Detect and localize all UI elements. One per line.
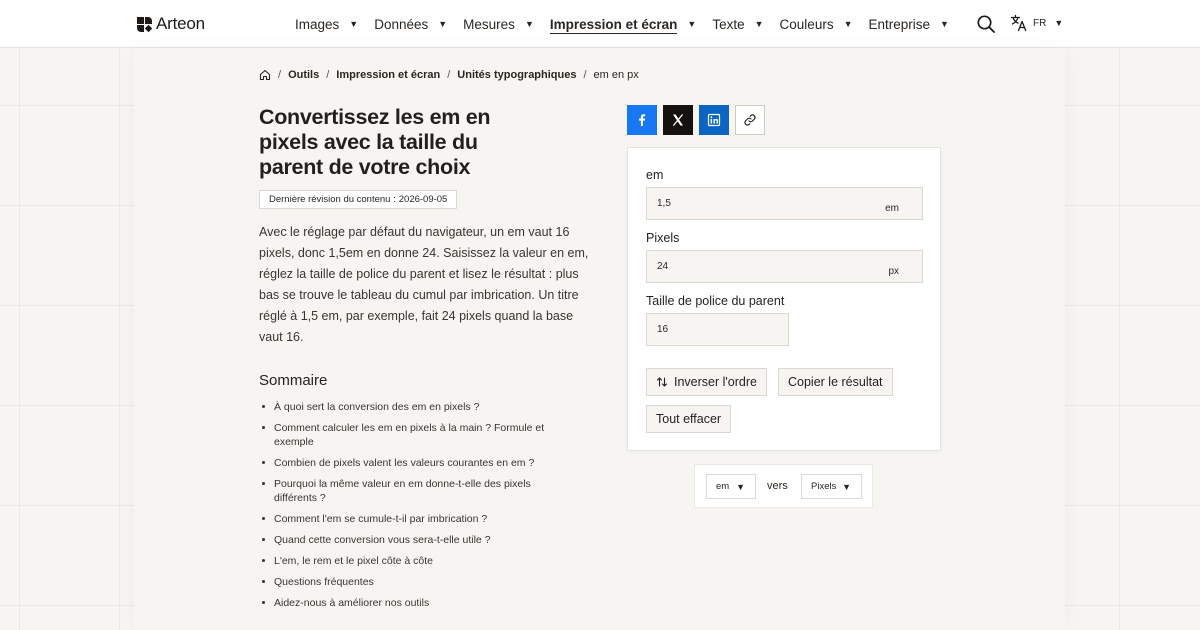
- px-unit-suffix: px: [888, 266, 899, 277]
- toc-item-label: Quand cette conversion vous sera-t-elle utile ?: [274, 534, 491, 546]
- swap-order-label: Inverser l'ordre: [674, 375, 757, 389]
- em-input-value: 1,5: [657, 198, 671, 209]
- em-input[interactable]: [646, 187, 923, 220]
- breadcrumb-link-outils[interactable]: Outils: [288, 69, 320, 81]
- em-unit-suffix: em: [885, 203, 899, 214]
- share-facebook-button[interactable]: [627, 105, 657, 135]
- share-linkedin-button[interactable]: [699, 105, 729, 135]
- intro-paragraph: Avec le réglage par défaut du navigateur, un em vaut 16 pixels, donc 1,5em en donne 24. Saisissez la valeur en em, réglez la taille de police du parent et lisez le résultat : plus bas se trouve le tableau du cumul par imbrication. Un titre réglé à 1,5 em, par exemple, fait 24 pixels quand la base vaut 16.: [259, 225, 589, 344]
- copy-result-label: Copier le résultat: [788, 375, 883, 389]
- nav-item-entreprise[interactable]: [869, 0, 949, 48]
- toc-item[interactable]: [259, 554, 559, 568]
- nav-item-label: Images: [295, 16, 340, 32]
- toc-item-label: Comment l'em se cumule-t-il par imbrication ?: [274, 513, 488, 525]
- home-icon[interactable]: [259, 69, 271, 81]
- nav-item-donnees[interactable]: [374, 0, 447, 48]
- toc-item[interactable]: [259, 421, 559, 449]
- top-navigation-bar: [0, 0, 1200, 48]
- toc-item[interactable]: [259, 400, 559, 414]
- table-of-contents: [259, 400, 559, 617]
- parent-size-input[interactable]: [646, 313, 789, 346]
- caret-down-icon: ▼: [842, 481, 851, 492]
- px-input-value: 24: [657, 261, 669, 272]
- caret-down-icon: ▼: [687, 19, 697, 29]
- brand-name: Arteon: [156, 14, 205, 33]
- caret-down-icon: ▼: [940, 19, 949, 29]
- em-field-label: em: [646, 168, 664, 182]
- main-content-card: [134, 48, 1065, 630]
- caret-down-icon: ▼: [754, 19, 764, 29]
- toc-item-label: Pourquoi la même valeur en em donne-t-elle des pixels différents ?: [274, 478, 531, 504]
- copy-link-button[interactable]: [735, 105, 765, 135]
- revision-date: 2026-09-05: [398, 194, 448, 205]
- breadcrumb-separator: /: [447, 69, 451, 81]
- unit-connector-text: vers: [767, 480, 788, 492]
- language-code: FR: [1033, 17, 1047, 29]
- search-button[interactable]: [976, 14, 996, 34]
- toc-item-label: Combien de pixels valent les valeurs courantes en em ?: [274, 457, 535, 469]
- nav-item-label: Mesures: [463, 16, 515, 32]
- toc-item[interactable]: [259, 512, 559, 526]
- unit-selector-bar: [694, 464, 873, 508]
- nav-item-impression-et-ecran[interactable]: [550, 0, 696, 48]
- caret-down-icon: ▼: [524, 19, 534, 29]
- from-unit-select[interactable]: [706, 474, 756, 499]
- share-x-button[interactable]: [663, 105, 693, 135]
- caret-down-icon: ▼: [438, 19, 448, 29]
- breadcrumb-separator: /: [278, 69, 282, 81]
- toc-title: Sommaire: [259, 372, 328, 389]
- to-unit-select[interactable]: [801, 474, 862, 499]
- toc-item[interactable]: [259, 596, 559, 610]
- caret-down-icon: ▼: [1054, 18, 1064, 28]
- caret-down-icon: ▼: [349, 19, 359, 29]
- brand-logo-icon: [137, 17, 152, 32]
- toc-item[interactable]: [259, 456, 559, 470]
- nav-item-label: Couleurs: [779, 16, 834, 32]
- nav-item-label: Texte: [712, 16, 745, 32]
- toc-item-label: Comment calculer les em en pixels à la main ? Formule et exemple: [274, 422, 545, 448]
- clear-all-label: Tout effacer: [656, 412, 722, 426]
- breadcrumb-separator: /: [326, 69, 330, 81]
- clear-all-button[interactable]: [646, 405, 731, 433]
- main-nav: [295, 0, 949, 48]
- nav-item-couleurs[interactable]: [780, 0, 853, 48]
- from-unit-value: em: [716, 481, 730, 492]
- toc-item[interactable]: [259, 477, 559, 505]
- parent-size-label: Taille de police du parent: [646, 294, 785, 308]
- linkedin-icon: [707, 113, 721, 127]
- nav-item-mesures[interactable]: [463, 0, 534, 48]
- toc-item-label: L'em, le rem et le pixel côte à côte: [274, 555, 433, 567]
- to-unit-value: Pixels: [811, 481, 837, 492]
- breadcrumb: [259, 69, 639, 81]
- toc-item[interactable]: [259, 575, 559, 589]
- x-icon: [671, 113, 685, 127]
- toc-item[interactable]: [259, 533, 559, 547]
- caret-down-icon: ▼: [736, 481, 745, 492]
- facebook-icon: [635, 113, 649, 127]
- nav-item-label: Impression et écran: [549, 16, 678, 32]
- breadcrumb-link-unites[interactable]: Unités typographiques: [457, 69, 577, 81]
- revision-badge: [259, 190, 457, 209]
- nav-item-texte[interactable]: [712, 0, 763, 48]
- toc-item-label: À quoi sert la conversion des em en pixels ?: [274, 401, 480, 413]
- px-input[interactable]: [646, 250, 923, 283]
- copy-result-button[interactable]: [778, 368, 893, 396]
- translate-icon: [1010, 14, 1028, 32]
- px-field-label: Pixels: [646, 231, 680, 245]
- share-buttons: [627, 105, 765, 135]
- nav-item-images[interactable]: [295, 0, 358, 48]
- toc-item-label: Aidez-nous à améliorer nos outils: [274, 597, 430, 609]
- nav-item-label: Données: [374, 16, 429, 32]
- parent-size-value: 16: [657, 324, 669, 335]
- caret-down-icon: ▼: [843, 19, 853, 29]
- search-icon: [976, 14, 996, 34]
- breadcrumb-separator: /: [583, 69, 587, 81]
- page-title: Convertissez les em en pixels avec la taille du parent de votre choix: [259, 105, 491, 179]
- breadcrumb-current: em en px: [593, 69, 639, 81]
- swap-icon: [656, 376, 668, 388]
- breadcrumb-link-impression[interactable]: Impression et écran: [336, 69, 441, 81]
- toc-item-label: Questions fréquentes: [274, 576, 374, 588]
- converter-panel: [627, 147, 941, 451]
- link-icon: [743, 113, 757, 127]
- revision-label: Dernière révision du contenu :: [269, 194, 396, 205]
- brand-logo[interactable]: [137, 14, 205, 34]
- swap-order-button[interactable]: [646, 368, 767, 396]
- nav-item-label: Entreprise: [868, 16, 931, 32]
- language-selector[interactable]: [1010, 14, 1063, 32]
